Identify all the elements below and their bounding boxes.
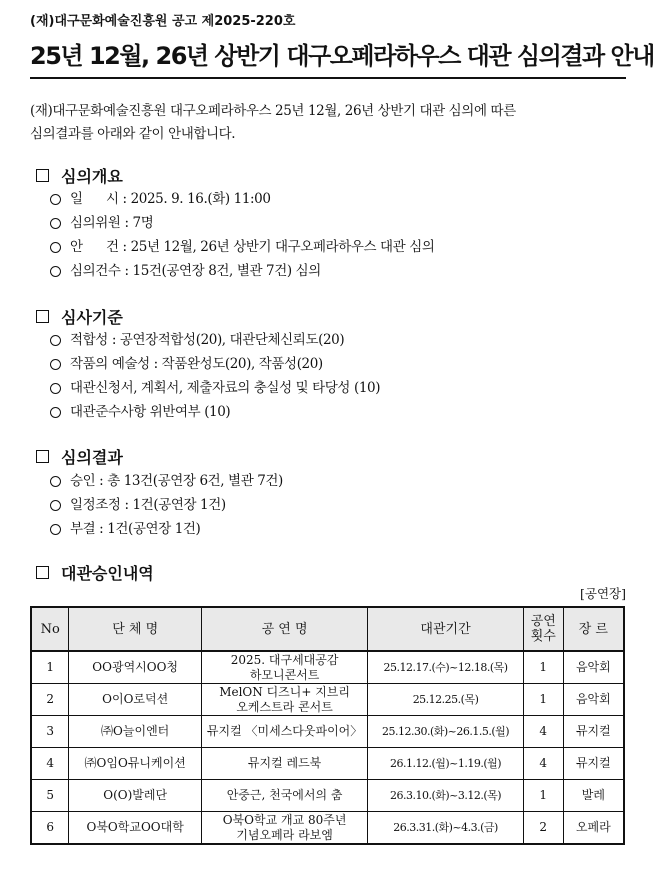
circle-bullet-icon [50,383,61,394]
square-bullet-icon [36,310,49,323]
cell-org: O이O로덕션 [69,684,201,716]
cell-count: 4 [523,716,563,748]
item-separator: : [118,239,131,255]
cell-show [201,780,367,812]
section-heading-overview [36,164,123,187]
overview-list [50,187,435,283]
section-heading-label: 심의결과 [61,448,123,467]
approval-table [30,606,625,845]
circle-bullet-icon [50,218,61,229]
cell-genre: 뮤지컬 [563,716,624,748]
list-item [50,211,435,235]
cell-count: 2 [523,812,563,845]
item-text: 일정조정 : 1건(공연장 1건) [70,497,226,513]
cell-no: 3 [31,716,69,748]
header-show: 공 연 명 [201,607,367,651]
cell-genre: 음악회 [563,684,624,716]
cell-count: 1 [523,780,563,812]
item-text: 승인 : 총 13건(공연장 6건, 별관 7건) [70,473,283,489]
item-text: 적합성 : 공연장적합성(20), 대관단체신뢰도(20) [70,332,345,348]
cell-count: 1 [523,684,563,716]
show-line: 기념오페라 라보엠 [236,827,333,842]
circle-bullet-icon [50,359,61,370]
cell-no: 6 [31,812,69,845]
list-item [50,328,380,352]
list-item [50,400,380,424]
table-caption: [공연장] [580,586,626,601]
item-value: 2025. 9. 16.(화) 11:00 [130,191,271,207]
show-line: O북O학교 개교 80주년 [222,812,347,827]
table-row [31,812,624,845]
list-item [50,517,283,541]
cell-period: 26.3.31.(화)~4.3.(금) [368,812,524,845]
cell-period: 25.12.17.(수)~12.18.(목) [368,651,524,684]
notice-number: (재)대구문화예술진흥원 공고 제2025-220호 [30,14,296,29]
table-row [31,651,624,684]
list-item [50,352,380,376]
table-row [31,684,624,716]
table-header-row [31,607,624,651]
intro-line: 심의결과를 아래와 같이 안내합니다. [30,126,236,142]
intro-paragraph [30,100,626,146]
header-no: No [31,607,69,651]
show-line: 뮤지컬 〈미세스다웃파이어〉 [206,724,363,738]
header-count-line: 횟수 [530,629,556,644]
item-key: 일 시 [70,191,119,207]
title-divider [30,77,626,79]
item-value: 25년 12월, 26년 상반기 대구오페라하우스 대관 심의 [130,239,435,255]
cell-genre: 발레 [563,780,624,812]
item-separator: : [118,191,131,207]
circle-bullet-icon [50,524,61,535]
section-heading-approvals [36,561,154,584]
cell-period: 25.12.30.(화)~26.1.5.(월) [368,716,524,748]
show-line: 오케스트라 콘서트 [236,699,333,714]
cell-show [201,748,367,780]
cell-org: O북O학교OO대학 [69,812,201,845]
cell-period: 26.3.10.(화)~3.12.(목) [368,780,524,812]
table-row [31,780,624,812]
item-text: 작품의 예술성 : 작품완성도(20), 작품성(20) [70,356,323,372]
cell-no: 4 [31,748,69,780]
table-row [31,748,624,780]
circle-bullet-icon [50,407,61,418]
list-item [50,376,380,400]
header-org: 단 체 명 [69,607,201,651]
criteria-list [50,328,380,424]
item-text: 대관신청서, 계획서, 제출자료의 충실성 및 타당성 (10) [70,380,381,396]
item-value: 15건(공연장 8건, 별관 7건) 심의 [132,263,321,279]
section-heading-label: 심사기준 [61,308,123,327]
show-line: 2025. 대구세대공감 [230,652,339,667]
cell-genre: 오페라 [563,812,624,845]
header-period: 대관기간 [368,607,524,651]
results-list [50,469,283,541]
show-line: 안중근, 천국에서의 춤 [226,788,343,802]
cell-no: 5 [31,780,69,812]
item-text: 대관준수사항 위반여부 (10) [70,404,231,420]
cell-period: 25.12.25.(목) [368,684,524,716]
cell-no: 1 [31,651,69,684]
item-separator: : [120,215,133,231]
header-count [523,607,563,651]
cell-show [201,684,367,716]
item-key: 심의건수 [70,263,121,279]
circle-bullet-icon [50,335,61,346]
list-item [50,469,283,493]
list-item [50,493,283,517]
circle-bullet-icon [50,194,61,205]
cell-genre: 음악회 [563,651,624,684]
cell-show [201,812,367,845]
list-item [50,235,435,259]
cell-org: ㈜O임O뮤니케이션 [69,748,201,780]
square-bullet-icon [36,566,49,579]
show-line: 뮤지컬 레드북 [247,756,322,770]
cell-count: 1 [523,651,563,684]
section-heading-criteria [36,305,123,328]
cell-org: O(O)발레단 [69,780,201,812]
section-heading-label: 심의개요 [61,167,123,186]
table-row [31,716,624,748]
item-key: 안 건 [70,239,119,255]
cell-show [201,716,367,748]
item-text: 부결 : 1건(공연장 1건) [70,521,201,537]
item-key: 심의위원 [70,215,121,231]
circle-bullet-icon [50,476,61,487]
square-bullet-icon [36,169,49,182]
cell-no: 2 [31,684,69,716]
section-heading-results [36,445,123,468]
list-item [50,259,435,283]
circle-bullet-icon [50,500,61,511]
square-bullet-icon [36,450,49,463]
cell-show [201,651,367,684]
header-count-line: 공연 [530,614,556,629]
cell-org: ㈜O늘이엔터 [69,716,201,748]
section-heading-label: 대관승인내역 [61,564,154,583]
cell-period: 26.1.12.(월)~1.19.(월) [368,748,524,780]
cell-count: 4 [523,748,563,780]
item-value: 7명 [132,215,154,231]
cell-genre: 뮤지컬 [563,748,624,780]
cell-org: OO광역시OO청 [69,651,201,684]
list-item [50,187,435,211]
show-line: 하모니콘서트 [249,667,320,682]
show-line: MelON 디즈니+ 지브리 [219,684,350,699]
page-title: 25년 12월, 26년 상반기 대구오페라하우스 대관 심의결과 안내 [30,42,654,70]
intro-line: (재)대구문화예술진흥원 대구오페라하우스 25년 12월, 26년 상반기 대관 심의에 따른 [30,103,516,119]
circle-bullet-icon [50,266,61,277]
header-genre: 장 르 [563,607,624,651]
item-separator: : [120,263,133,279]
circle-bullet-icon [50,242,61,253]
